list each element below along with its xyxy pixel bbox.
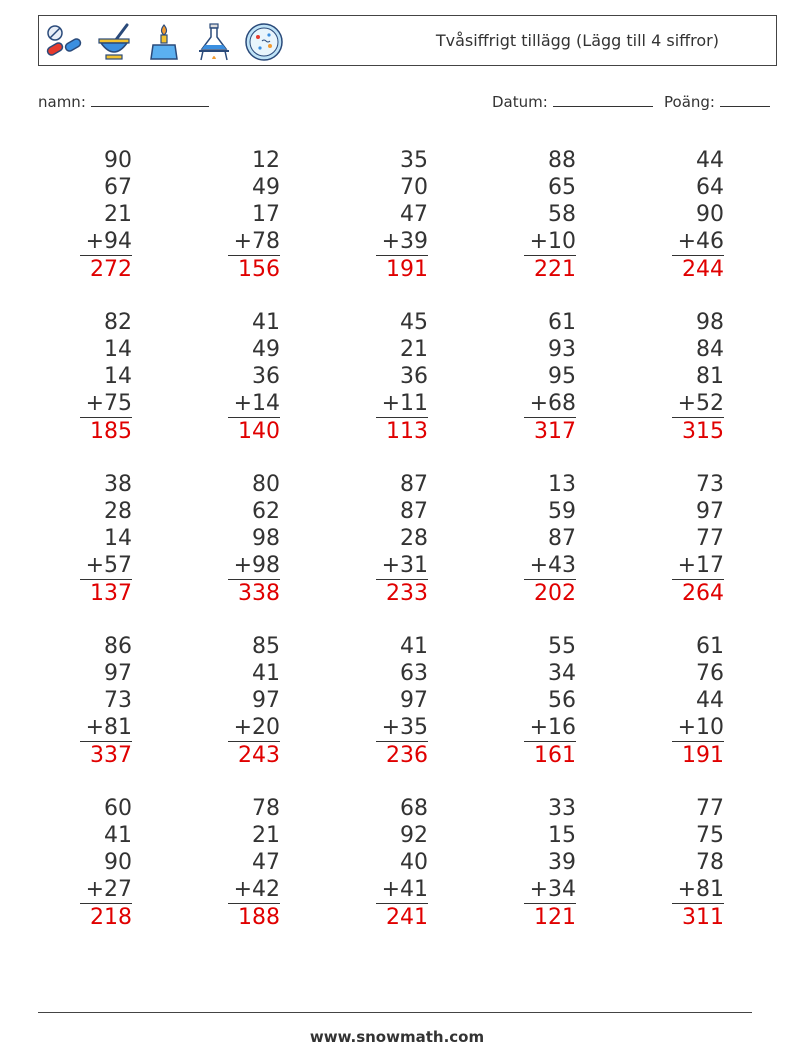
addend: 98 bbox=[696, 310, 724, 335]
addend: 93 bbox=[548, 337, 576, 362]
addend: 47 bbox=[400, 202, 428, 227]
addend: 82 bbox=[104, 310, 132, 335]
answer: 202 bbox=[534, 581, 576, 606]
addend: 41 bbox=[252, 310, 280, 335]
addend: 63 bbox=[400, 661, 428, 686]
addend: 41 bbox=[400, 634, 428, 659]
addend: 45 bbox=[400, 310, 428, 335]
addend-with-plus: +43 bbox=[529, 553, 576, 578]
addend: 75 bbox=[696, 823, 724, 848]
addend: 21 bbox=[400, 337, 428, 362]
addition-problem bbox=[192, 795, 302, 931]
addend: 87 bbox=[400, 472, 428, 497]
addend-with-plus: +14 bbox=[233, 391, 280, 416]
addend-with-plus: +39 bbox=[381, 229, 428, 254]
addend: 80 bbox=[252, 472, 280, 497]
addition-problem bbox=[192, 633, 302, 769]
addend-with-plus: +16 bbox=[529, 715, 576, 740]
addend: 21 bbox=[252, 823, 280, 848]
addend: 21 bbox=[104, 202, 132, 227]
addend: 14 bbox=[104, 526, 132, 551]
addend: 62 bbox=[252, 499, 280, 524]
addend: 60 bbox=[104, 796, 132, 821]
addend-with-plus: +27 bbox=[85, 877, 132, 902]
footer-site: www.snowmath.com bbox=[309, 1028, 485, 1046]
addend: 95 bbox=[548, 364, 576, 389]
score-label: Poäng: bbox=[664, 93, 715, 111]
flask-stand-icon bbox=[193, 21, 235, 63]
answer: 315 bbox=[682, 419, 724, 444]
addend: 77 bbox=[696, 526, 724, 551]
addend: 47 bbox=[252, 850, 280, 875]
addend: 12 bbox=[252, 148, 280, 173]
addition-problem bbox=[44, 471, 154, 607]
addend: 97 bbox=[104, 661, 132, 686]
addend-with-plus: +98 bbox=[233, 553, 280, 578]
addend-with-plus: +68 bbox=[529, 391, 576, 416]
addend: 87 bbox=[548, 526, 576, 551]
answer: 233 bbox=[386, 581, 428, 606]
addend: 78 bbox=[252, 796, 280, 821]
addend: 81 bbox=[696, 364, 724, 389]
answer: 243 bbox=[238, 743, 280, 768]
addend-with-plus: +42 bbox=[233, 877, 280, 902]
answer: 311 bbox=[682, 905, 724, 930]
addend: 36 bbox=[252, 364, 280, 389]
addend: 56 bbox=[548, 688, 576, 713]
addition-problem bbox=[488, 471, 598, 607]
answer: 221 bbox=[534, 257, 576, 282]
addition-problem bbox=[44, 633, 154, 769]
answer: 264 bbox=[682, 581, 724, 606]
addend: 59 bbox=[548, 499, 576, 524]
addend: 40 bbox=[400, 850, 428, 875]
addend-with-plus: +11 bbox=[381, 391, 428, 416]
addend-with-plus: +75 bbox=[85, 391, 132, 416]
score-line[interactable] bbox=[720, 92, 770, 107]
addend: 90 bbox=[104, 850, 132, 875]
addend-with-plus: +10 bbox=[677, 715, 724, 740]
addition-problem bbox=[340, 147, 450, 283]
addend: 73 bbox=[104, 688, 132, 713]
addend: 61 bbox=[696, 634, 724, 659]
answer: 241 bbox=[386, 905, 428, 930]
addition-problem bbox=[340, 471, 450, 607]
addend: 84 bbox=[696, 337, 724, 362]
answer: 188 bbox=[238, 905, 280, 930]
worksheet-title: Tvåsiffrigt tillägg (Lägg till 4 siffror) bbox=[435, 31, 719, 50]
addition-problem bbox=[488, 147, 598, 283]
addition-problem bbox=[636, 471, 746, 607]
answer: 337 bbox=[90, 743, 132, 768]
answer: 191 bbox=[386, 257, 428, 282]
addend-with-plus: +10 bbox=[529, 229, 576, 254]
addend-with-plus: +81 bbox=[85, 715, 132, 740]
addend: 35 bbox=[400, 148, 428, 173]
addend: 73 bbox=[696, 472, 724, 497]
addend: 49 bbox=[252, 337, 280, 362]
answer: 161 bbox=[534, 743, 576, 768]
addend-with-plus: +20 bbox=[233, 715, 280, 740]
addend: 39 bbox=[548, 850, 576, 875]
addend: 58 bbox=[548, 202, 576, 227]
answer: 156 bbox=[238, 257, 280, 282]
petri-dish-icon bbox=[243, 21, 285, 63]
answer: 137 bbox=[90, 581, 132, 606]
bunsen-burner-icon bbox=[143, 21, 185, 63]
date-line[interactable] bbox=[553, 92, 653, 107]
header-box bbox=[38, 15, 777, 66]
addend-with-plus: +41 bbox=[381, 877, 428, 902]
addition-problem bbox=[44, 147, 154, 283]
addend: 44 bbox=[696, 148, 724, 173]
answer: 113 bbox=[386, 419, 428, 444]
score-field[interactable] bbox=[664, 92, 770, 111]
addend-with-plus: +94 bbox=[85, 229, 132, 254]
addend-with-plus: +35 bbox=[381, 715, 428, 740]
addition-problem bbox=[192, 309, 302, 445]
answer: 236 bbox=[386, 743, 428, 768]
name-label: namn: bbox=[38, 93, 86, 111]
addend: 68 bbox=[400, 796, 428, 821]
addend-with-plus: +31 bbox=[381, 553, 428, 578]
addend: 14 bbox=[104, 364, 132, 389]
addend: 55 bbox=[548, 634, 576, 659]
addition-problem bbox=[44, 795, 154, 931]
mortar-pestle-icon bbox=[93, 21, 135, 63]
name-line[interactable] bbox=[91, 92, 209, 107]
addend: 41 bbox=[104, 823, 132, 848]
addition-problem bbox=[488, 309, 598, 445]
addend: 78 bbox=[696, 850, 724, 875]
addend: 15 bbox=[548, 823, 576, 848]
addition-problem bbox=[488, 633, 598, 769]
addend: 41 bbox=[252, 661, 280, 686]
addend-with-plus: +46 bbox=[677, 229, 724, 254]
addition-problem bbox=[340, 633, 450, 769]
addend: 28 bbox=[104, 499, 132, 524]
addend: 90 bbox=[104, 148, 132, 173]
addend: 13 bbox=[548, 472, 576, 497]
addend: 36 bbox=[400, 364, 428, 389]
addend: 77 bbox=[696, 796, 724, 821]
addend: 97 bbox=[400, 688, 428, 713]
addition-problem bbox=[192, 471, 302, 607]
addition-problem bbox=[636, 633, 746, 769]
addend: 88 bbox=[548, 148, 576, 173]
addend: 85 bbox=[252, 634, 280, 659]
pills-icon bbox=[43, 21, 85, 63]
addend: 98 bbox=[252, 526, 280, 551]
answer: 191 bbox=[682, 743, 724, 768]
addition-problem bbox=[488, 795, 598, 931]
date-field[interactable] bbox=[492, 92, 653, 111]
addend: 33 bbox=[548, 796, 576, 821]
addend: 34 bbox=[548, 661, 576, 686]
addition-problem bbox=[192, 147, 302, 283]
addend: 61 bbox=[548, 310, 576, 335]
addend: 44 bbox=[696, 688, 724, 713]
addend-with-plus: +17 bbox=[677, 553, 724, 578]
answer: 218 bbox=[90, 905, 132, 930]
addition-problem bbox=[636, 795, 746, 931]
addend-with-plus: +81 bbox=[677, 877, 724, 902]
addition-problem bbox=[636, 147, 746, 283]
addend-with-plus: +52 bbox=[677, 391, 724, 416]
addition-problem bbox=[340, 309, 450, 445]
addition-problem bbox=[340, 795, 450, 931]
addend-with-plus: +78 bbox=[233, 229, 280, 254]
addition-problem bbox=[44, 309, 154, 445]
addend: 64 bbox=[696, 175, 724, 200]
addend-with-plus: +34 bbox=[529, 877, 576, 902]
addend: 67 bbox=[104, 175, 132, 200]
addend: 28 bbox=[400, 526, 428, 551]
addend: 65 bbox=[548, 175, 576, 200]
answer: 338 bbox=[238, 581, 280, 606]
footer-divider bbox=[38, 1012, 752, 1013]
answer: 140 bbox=[238, 419, 280, 444]
answer: 244 bbox=[682, 257, 724, 282]
addend: 97 bbox=[696, 499, 724, 524]
addend: 70 bbox=[400, 175, 428, 200]
addend: 92 bbox=[400, 823, 428, 848]
addend: 14 bbox=[104, 337, 132, 362]
addend: 90 bbox=[696, 202, 724, 227]
addend: 38 bbox=[104, 472, 132, 497]
addend: 49 bbox=[252, 175, 280, 200]
answer: 185 bbox=[90, 419, 132, 444]
answer: 121 bbox=[534, 905, 576, 930]
answer: 317 bbox=[534, 419, 576, 444]
addend: 17 bbox=[252, 202, 280, 227]
addend: 87 bbox=[400, 499, 428, 524]
addition-problem bbox=[636, 309, 746, 445]
name-field[interactable] bbox=[38, 92, 209, 111]
icon-strip bbox=[43, 20, 285, 64]
addend: 86 bbox=[104, 634, 132, 659]
date-label: Datum: bbox=[492, 93, 548, 111]
answer: 272 bbox=[90, 257, 132, 282]
addend-with-plus: +57 bbox=[85, 553, 132, 578]
addend: 97 bbox=[252, 688, 280, 713]
addend: 76 bbox=[696, 661, 724, 686]
